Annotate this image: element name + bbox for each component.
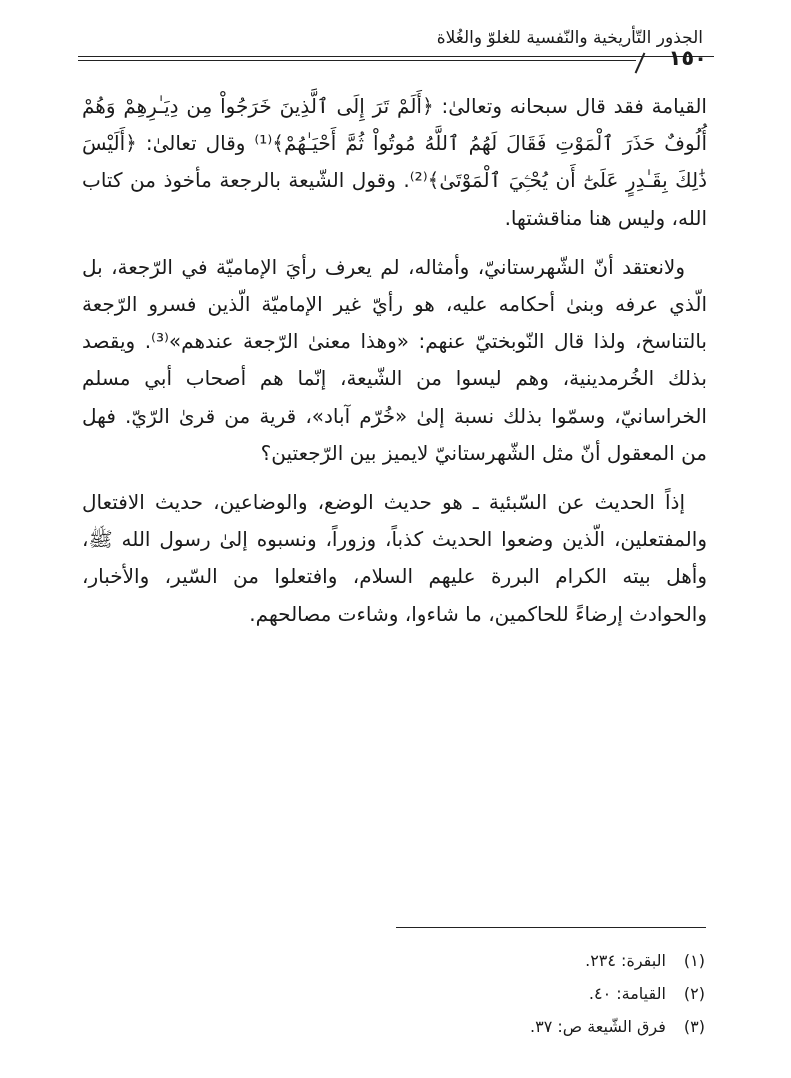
header-rule: [78, 56, 714, 57]
footnotes: [530, 944, 705, 1043]
paragraph: القيامة فقد قال سبحانه وتعالىٰ: ﴿أَلَمْ تَرَ إِلَى ٱلَّذِينَ خَرَجُواْ مِن دِيَـٰرِهِمْ وَهُمْ أُلُوفٌ حَذَرَ ٱلْمَوْتِ فَقَالَ لَهُمُ ٱللَّهُ مُوتُواْ ثُمَّ أَحْيَـٰهُمْ﴾⁽¹⁾ وقال تعالىٰ: ﴿أَلَيْسَ ذَٰلِكَ بِقَـٰدِرٍ عَلَىٰٓ أَن يُحْـِۧيَ ٱلْمَوْتَىٰ﴾⁽²⁾. وقول الشّيعة بالرجعة مأخوذ من كتاب الله، وليس هنا مناقشتها.: [82, 94, 708, 230]
footnote: [530, 977, 705, 1010]
page-number-slash: [635, 53, 646, 74]
footnote-number: (٢): [683, 984, 705, 1003]
page-number-box: [637, 38, 713, 72]
body-text: [82, 88, 707, 645]
footnote-number: (١): [683, 951, 705, 970]
footnote-separator: [396, 927, 706, 928]
header-rule-inner: [78, 60, 636, 61]
footnote-number: (٣): [683, 1017, 705, 1036]
paragraph: إذاً الحديث عن السّبئية ـ هو حديث الوضع، والوضاعين، حديث الافتعال والمفتعلين، الّذين وضعوا الحديث كذباً، وزوراً، ونسبوه إلىٰ رسول الله ﷺ، وأهل بيته الكرام البررة عليهم السلام، وافتعلوا من السّير، والأخبار، والحوادث إرضاءً للحاكمين، ما شاءوا، وشاءت مصالحهم.: [82, 490, 707, 626]
footnote-text: فرق الشّيعة ص: ٣٧.: [530, 1017, 666, 1036]
paragraph: ولانعتقد أنّ الشّهرستانيّ، وأمثاله، لم يعرف رأيَ الإماميّة في الرّجعة، بل الّذي عرفه وبنىٰ أحكامه عليه، هو رأيّ غير الإماميّة الّذين فسرو الرّجعة بالتناسخ، ولذا قال النّوبختيّ عنهم: «وهذا معنىٰ الرّجعة عندهم»⁽³⁾. ويقصد بذلك الخُرمدينية، وهم ليسوا من الشّيعة، إنّما هم أصحاب أبي مسلم الخراسانيّ، وسمّوا بذلك نسبة إلىٰ «خُرّم آباد»، قرية من قرىٰ الرّيّ. فهل من المعقول أنّ مثل الشّهرستانيّ لايميز بين الرّجعتين؟: [82, 254, 707, 465]
footnote-text: القيامة: ٤٠.: [588, 984, 666, 1003]
running-title: الجذور التّأريخية والنّفسية للغلوّ والغُلاة: [436, 28, 703, 48]
footnote: [530, 1010, 705, 1043]
footnote: [530, 944, 705, 977]
footnote-text: البقرة: ٢٣٤.: [585, 951, 666, 970]
page-number: ١٥٠: [668, 46, 707, 70]
